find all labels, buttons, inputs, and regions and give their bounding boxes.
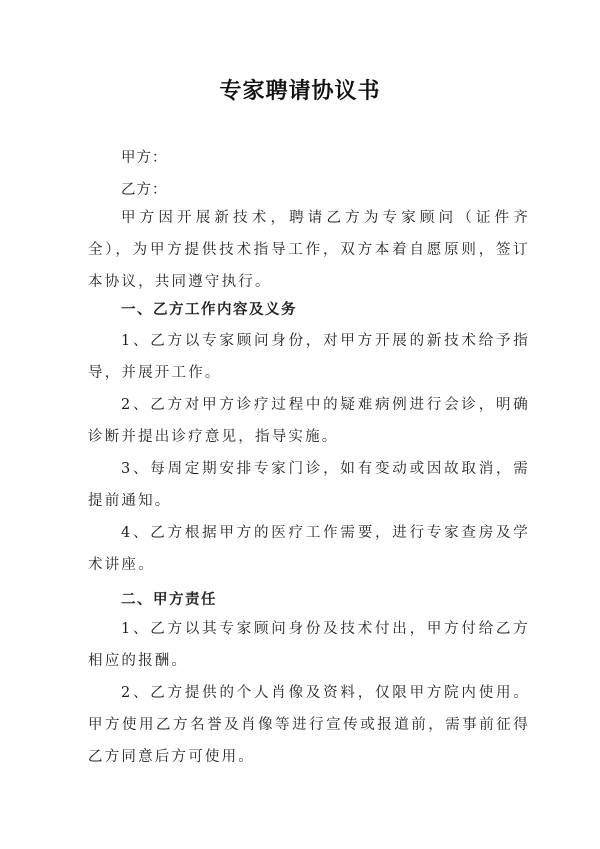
section-1-item-3: 3、每周定期安排专家门诊，如有变动或因故取消，需提前通知。 (88, 461, 530, 509)
section-2-item-2: 2、乙方提供的个人肖像及资料，仅限甲方院内使用。甲方使用乙方名誉及肖像等进行宣传或报道前，需事前征得乙方同意后方可使用。 (88, 685, 530, 765)
section-1-item-1: 1、乙方以专家顾问身份，对甲方开展的新技术给予指导，并展开工作。 (88, 333, 530, 381)
section-1-item-4: 4、乙方根据甲方的医疗工作需要，进行专家查房及学术讲座。 (88, 525, 530, 573)
section-1-heading: 一、乙方工作内容及义务 (121, 301, 297, 318)
document-title: 专家聘请协议书 (219, 78, 381, 104)
party-a-label: 甲方： (121, 150, 168, 166)
section-1-item-2: 2、乙方对甲方诊疗过程中的疑难病例进行会诊，明确诊断并提出诊疗意见，指导实施。 (88, 397, 530, 445)
section-2-heading: 二、甲方责任 (121, 591, 217, 608)
party-b-label: 乙方： (121, 182, 168, 198)
section-2-item-1: 1、乙方以其专家顾问身份及技术付出，甲方付给乙方相应的报酬。 (88, 621, 530, 669)
intro-paragraph: 甲方因开展新技术，聘请乙方为专家顾问（证件齐全），为甲方提供技术指导工作，双方本着自愿原则，签订本协议，共同遵守执行。 (88, 210, 530, 290)
